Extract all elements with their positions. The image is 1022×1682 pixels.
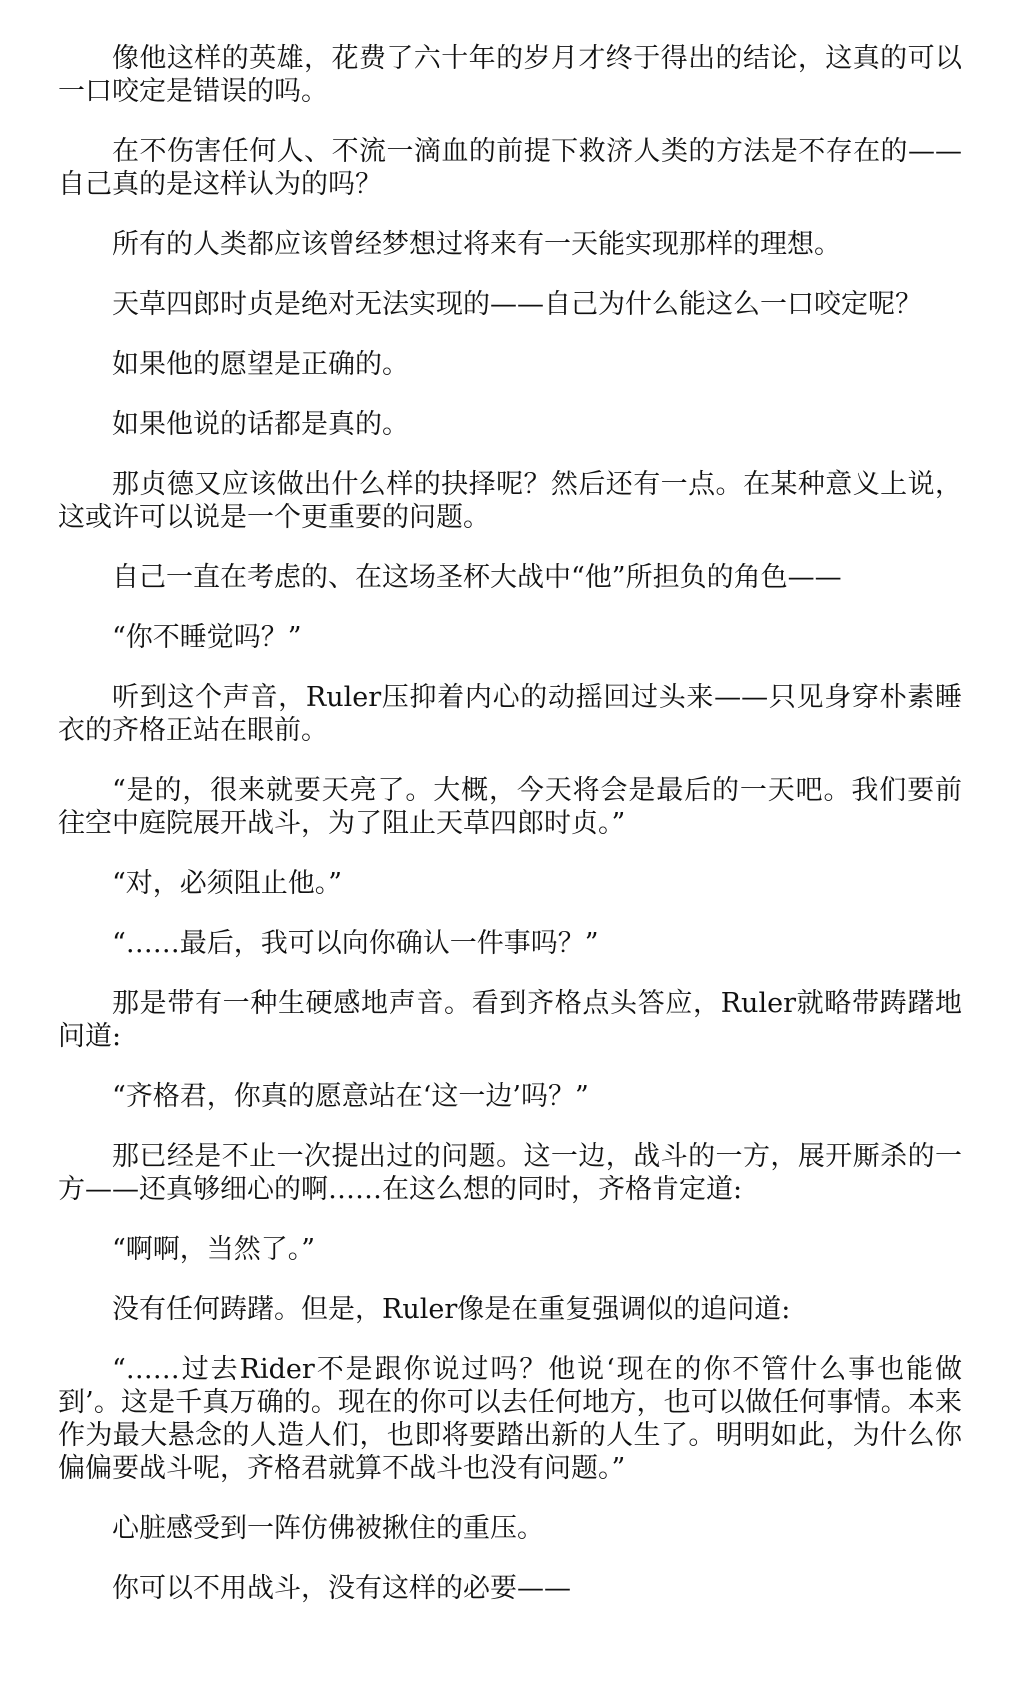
paragraph: 那已经是不止一次提出过的问题。这一边，战斗的一方，展开厮杀的一方——还真够细心的啊……在这么想的同时，齐格肯定道: bbox=[58, 1141, 962, 1205]
dialogue-paragraph: “啊啊，当然了。” bbox=[112, 1234, 316, 1265]
paragraph: 如果他说的话都是真的。 bbox=[112, 409, 409, 440]
paragraph: 自己一直在考虑的、在这场圣杯大战中“他”所担负的角色—— bbox=[112, 562, 842, 593]
dialogue-paragraph: “对，必须阻止他。” bbox=[112, 868, 343, 899]
paragraph: 你可以不用战斗，没有这样的必要—— bbox=[112, 1573, 571, 1604]
paragraph: 听到这个声音，Ruler压抑着内心的动摇回过头来——只见身穿朴素睡衣的齐格正站在眼前。 bbox=[58, 682, 962, 746]
dialogue-paragraph: “……过去Rider不是跟你说过吗？他说‘现在的你不管什么事也能做到’。这是千真万确的。现在的你可以去任何地方，也可以做任何事情。本来作为最大悬念的人造人们，也即将要踏出新的人生了。明明如此，为什么你偏偏要战斗呢，齐格君就算不战斗也没有问题。” bbox=[58, 1354, 962, 1484]
dialogue-paragraph: “齐格君，你真的愿意站在‘这一边’吗？” bbox=[112, 1081, 589, 1112]
document-body bbox=[58, 42, 962, 1632]
paragraph: 在不伤害任何人、不流一滴血的前提下救济人类的方法是不存在的——自己真的是这样认为的吗？ bbox=[58, 136, 962, 200]
paragraph: 那贞德又应该做出什么样的抉择呢？然后还有一点。在某种意义上说，这或许可以说是一个更重要的问题。 bbox=[58, 469, 962, 533]
paragraph: 没有任何踌躇。但是，Ruler像是在重复强调似的追问道: bbox=[112, 1294, 791, 1325]
paragraph: 天草四郎时贞是绝对无法实现的——自己为什么能这么一口咬定呢？ bbox=[112, 289, 922, 320]
dialogue-paragraph: “你不睡觉吗？” bbox=[112, 622, 302, 653]
dialogue-paragraph: “……最后，我可以向你确认一件事吗？” bbox=[112, 928, 599, 959]
paragraph: 所有的人类都应该曾经梦想过将来有一天能实现那样的理想。 bbox=[112, 229, 841, 260]
paragraph: 那是带有一种生硬感地声音。看到齐格点头答应，Ruler就略带踌躇地问道: bbox=[58, 988, 962, 1052]
paragraph: 像他这样的英雄，花费了六十年的岁月才终于得出的结论，这真的可以一口咬定是错误的吗。 bbox=[58, 43, 962, 107]
paragraph: 心脏感受到一阵仿佛被揪住的重压。 bbox=[112, 1513, 544, 1544]
dialogue-paragraph: “是的，很来就要天亮了。大概，今天将会是最后的一天吧。我们要前往空中庭院展开战斗，为了阻止天草四郎时贞。” bbox=[58, 775, 962, 839]
paragraph: 如果他的愿望是正确的。 bbox=[112, 349, 409, 380]
